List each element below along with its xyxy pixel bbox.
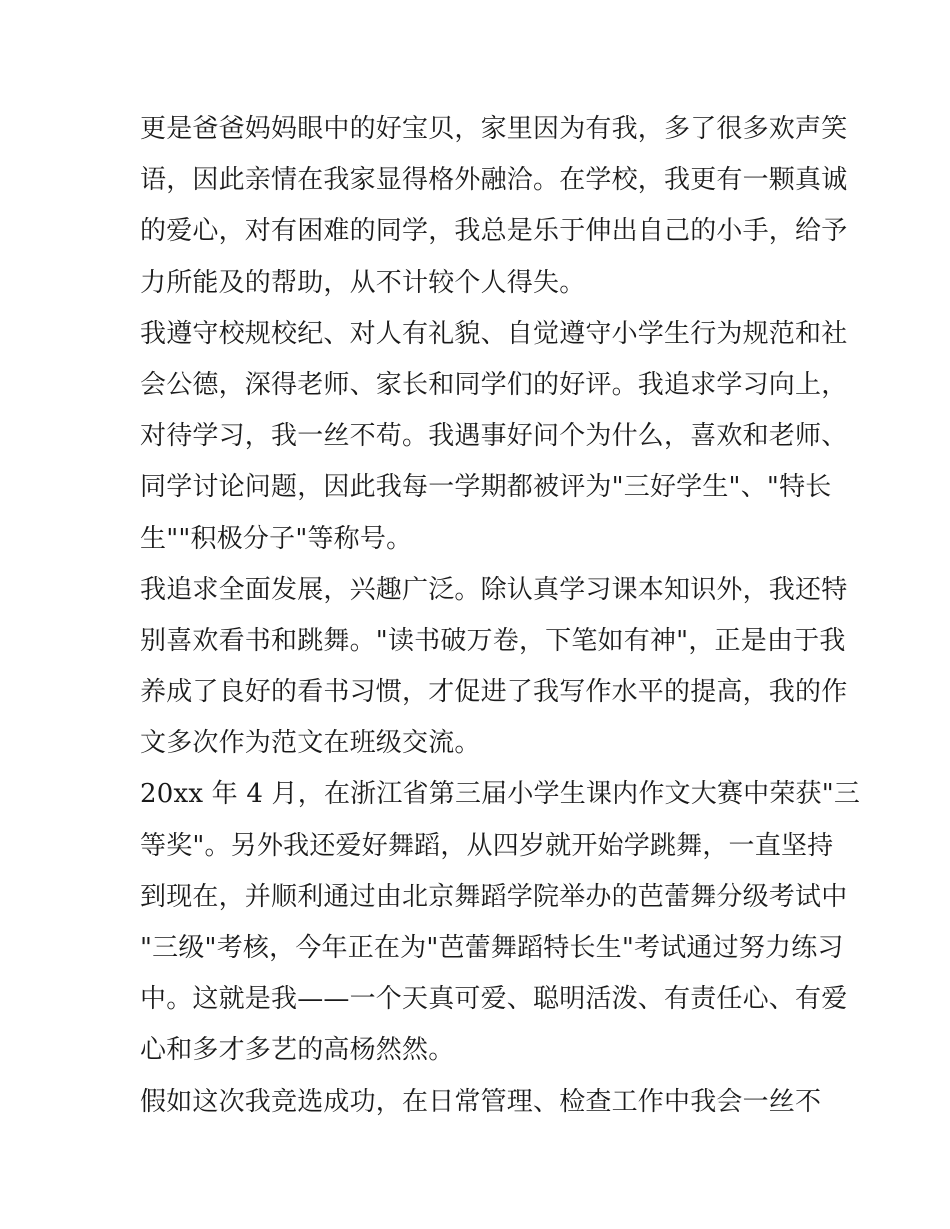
text-line: 心和多才多艺的高杨然然。 [140, 1035, 455, 1066]
text-line: 生""积极分子"等称号。 [140, 523, 413, 554]
text-line: 语，因此亲情在我家显得格外融洽。在学校，我更有一颗真诚 [140, 165, 848, 196]
text-line: "三级"考核，今年正在为"芭蕾舞蹈特长生"考试通过努力练习 [140, 933, 844, 963]
text-line: 假如这次我竞选成功，在日常管理、检查工作中我会一丝不 [140, 1086, 822, 1117]
text-line: 20xx 年 4 月，在浙江省第三届小学生课内作文大赛中荣获"三 [140, 779, 861, 810]
text-line: 会公德，深得老师、家长和同学们的好评。我追求学习向上， [140, 369, 848, 400]
text-line: 我遵守校规校纪、对人有礼貌、自觉遵守小学生行为规范和社 [140, 318, 848, 349]
text-line: 文多次作为范文在班级交流。 [140, 728, 481, 759]
text-line: 的爱心，对有困难的同学，我总是乐于伸出自己的小手，给予 [140, 216, 848, 247]
text-line: 养成了良好的看书习惯，才促进了我写作水平的提高，我的作 [140, 677, 848, 708]
text-line: 同学讨论问题，因此我每一学期都被评为"三好学生"、"特长 [140, 472, 832, 503]
text-line: 我追求全面发展，兴趣广泛。除认真学习课本知识外，我还特 [140, 574, 848, 605]
text-line: 对待学习，我一丝不苟。我遇事好问个为什么，喜欢和老师、 [140, 421, 848, 452]
text-line: 别喜欢看书和跳舞。"读书破万卷，下笔如有神"，正是由于我 [140, 625, 846, 656]
document-body [140, 104, 861, 1128]
text-line: 力所能及的帮助，从不计较个人得失。 [140, 267, 586, 298]
text-line: 中。这就是我——一个天真可爱、聪明活泼、有责任心、有爱 [140, 984, 848, 1015]
text-line: 到现在，并顺利通过由北京舞蹈学院举办的芭蕾舞分级考试中 [140, 881, 848, 912]
text-line: 更是爸爸妈妈眼中的好宝贝，家里因为有我，多了很多欢声笑 [140, 114, 848, 144]
text-line: 等奖"。另外我还爱好舞蹈，从四岁就开始学跳舞，一直坚持 [140, 830, 834, 861]
